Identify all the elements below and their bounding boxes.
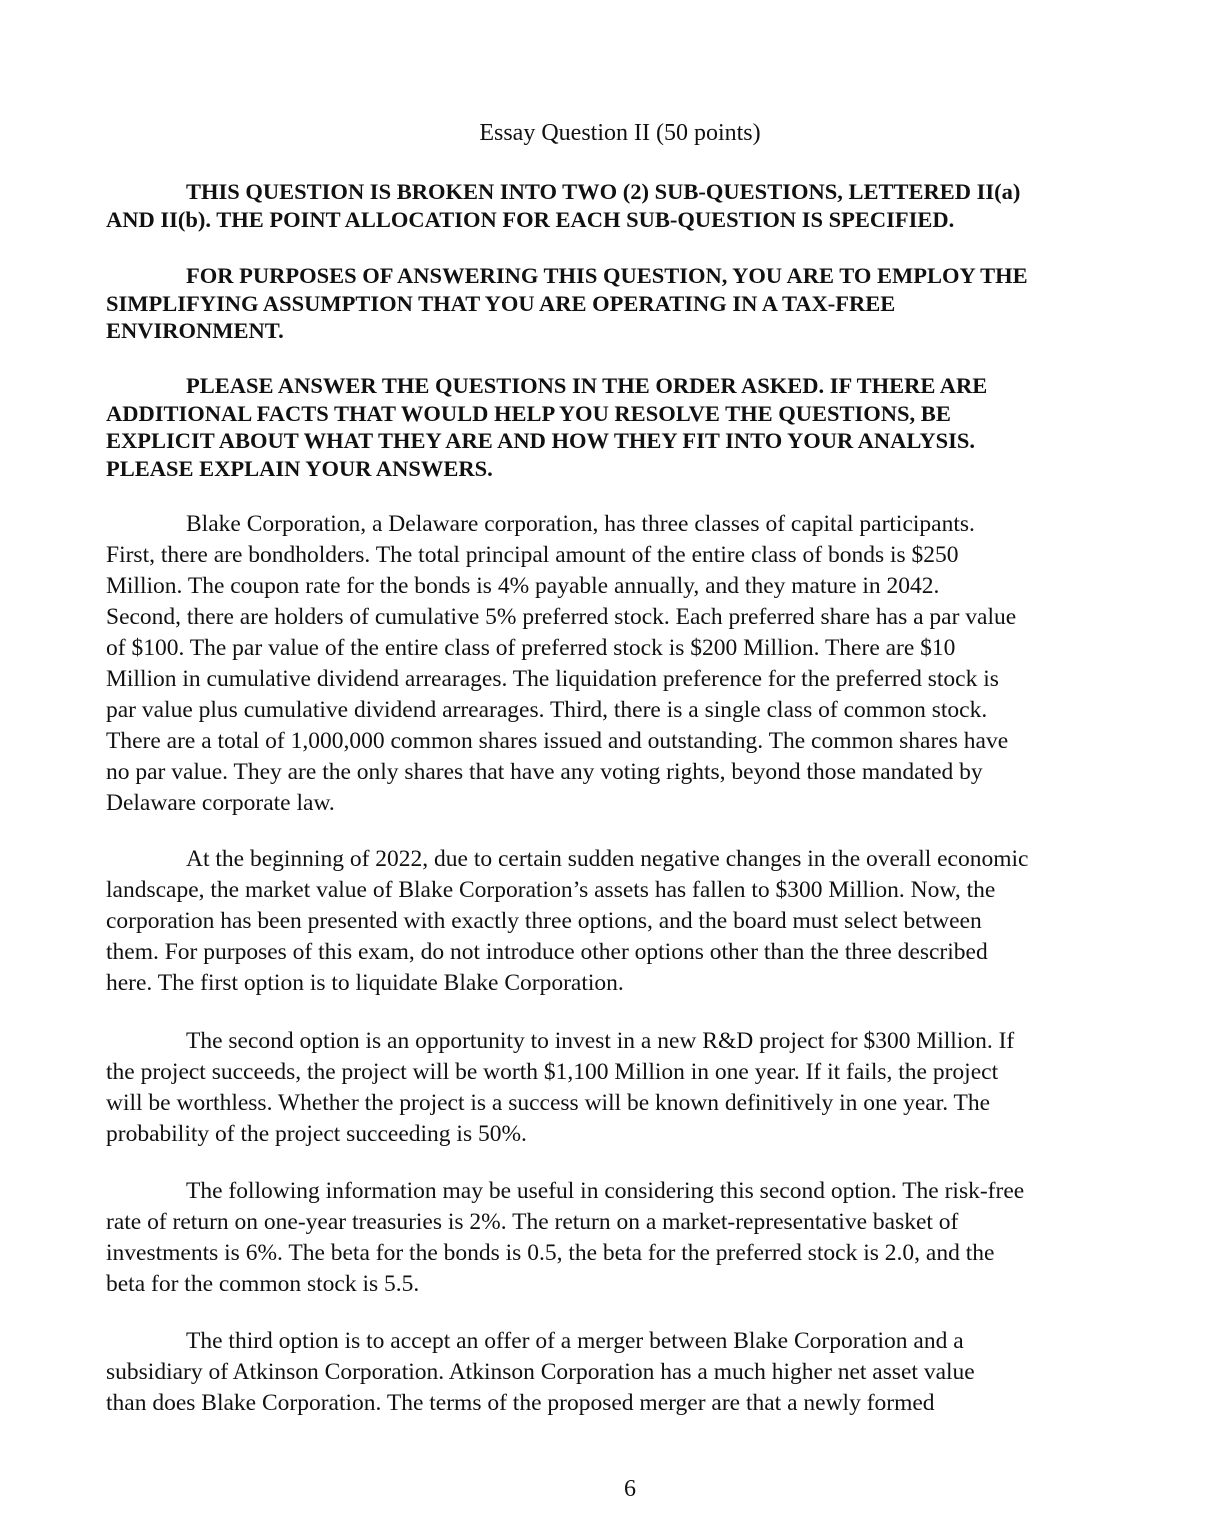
paragraph-capital-structure [106, 509, 1136, 819]
text-line: THIS QUESTION IS BROKEN INTO TWO (2) SUB-QUESTIONS, LETTERED II(a) [186, 179, 1021, 204]
text-line: Blake Corporation, a Delaware corporation, has three classes of capital participants. [186, 511, 975, 537]
text-line: subsidiary of Atkinson Corporation. Atkinson Corporation has a much higher net asset value [106, 1359, 975, 1385]
text-line: here. The first option is to liquidate Blake Corporation. [106, 970, 624, 996]
text-line: landscape, the market value of Blake Corporation’s assets has fallen to $300 Million. Now, the [106, 877, 996, 903]
text-line: will be worthless. Whether the project is a success will be known definitively in one year. The [106, 1090, 991, 1116]
text-line: beta for the common stock is 5.5. [106, 1271, 420, 1297]
text-line: ADDITIONAL FACTS THAT WOULD HELP YOU RESOLVE THE QUESTIONS, BE [106, 400, 951, 426]
text-line: probability of the project succeeding is 50%. [106, 1121, 527, 1147]
text-line: PLEASE EXPLAIN YOUR ANSWERS. [106, 455, 493, 481]
text-line: Second, there are holders of cumulative 5% preferred stock. Each preferred share has a par value [106, 604, 1017, 630]
text-line: them. For purposes of this exam, do not introduce other options other than the three described [106, 939, 988, 965]
text-line: The following information may be useful in considering this second option. The risk-free [186, 1178, 1025, 1204]
text-line: of $100. The par value of the entire class of preferred stock is $200 Million. There are $10 [106, 635, 956, 661]
text-line: The second option is an opportunity to invest in a new R&D project for $300 Million. If [186, 1028, 1015, 1054]
instruction-tax-free [106, 262, 1136, 345]
question-title: Essay Question II (50 points) [479, 120, 761, 146]
text-line: The third option is to accept an offer of a merger between Blake Corporation and a [186, 1328, 964, 1354]
text-line: Delaware corporate law. [106, 790, 335, 816]
text-line: Million in cumulative dividend arrearages. The liquidation preference for the preferred stock is [106, 666, 999, 692]
text-line: than does Blake Corporation. The terms of the proposed merger are that a newly formed [106, 1390, 935, 1416]
text-line: First, there are bondholders. The total principal amount of the entire class of bonds is $250 [106, 542, 959, 568]
text-line: par value plus cumulative dividend arrearages. Third, there is a single class of common stock. [106, 697, 988, 723]
text-line: At the beginning of 2022, due to certain sudden negative changes in the overall economic [186, 846, 1029, 872]
text-line: AND II(b). THE POINT ALLOCATION FOR EACH SUB-QUESTION IS SPECIFIED. [106, 206, 955, 232]
text-line: There are a total of 1,000,000 common shares issued and outstanding. The common shares have [106, 728, 1009, 754]
text-line: the project succeeds, the project will be worth $1,100 Million in one year. If it fails, the project [106, 1059, 999, 1085]
text-line: investments is 6%. The beta for the bonds is 0.5, the beta for the preferred stock is 2.0, and the [106, 1240, 995, 1266]
text-line: ENVIRONMENT. [106, 318, 284, 343]
page-number: 6 [624, 1476, 636, 1502]
text-line: EXPLICIT ABOUT WHAT THEY ARE AND HOW THEY FIT INTO YOUR ANALYSIS. [106, 428, 976, 453]
paragraph-options-intro [106, 844, 1136, 999]
instruction-subquestions [106, 178, 1136, 233]
paragraph-third-option [106, 1326, 1136, 1419]
text-line: Million. The coupon rate for the bonds is 4% payable annually, and they mature in 2042. [106, 573, 940, 599]
text-line: corporation has been presented with exactly three options, and the board must select between [106, 908, 982, 934]
paragraph-useful-information [106, 1176, 1136, 1300]
text-line: rate of return on one-year treasuries is 2%. The return on a market-representative basket of [106, 1209, 959, 1235]
text-line: FOR PURPOSES OF ANSWERING THIS QUESTION, YOU ARE TO EMPLOY THE [186, 263, 1028, 288]
paragraph-second-option [106, 1026, 1136, 1150]
text-line: no par value. They are the only shares that have any voting rights, beyond those mandated by [106, 759, 983, 785]
text-line: SIMPLIFYING ASSUMPTION THAT YOU ARE OPERATING IN A TAX-FREE [106, 290, 896, 316]
instruction-order [106, 372, 1136, 482]
text-line: PLEASE ANSWER THE QUESTIONS IN THE ORDER ASKED. IF THERE ARE [186, 373, 988, 398]
